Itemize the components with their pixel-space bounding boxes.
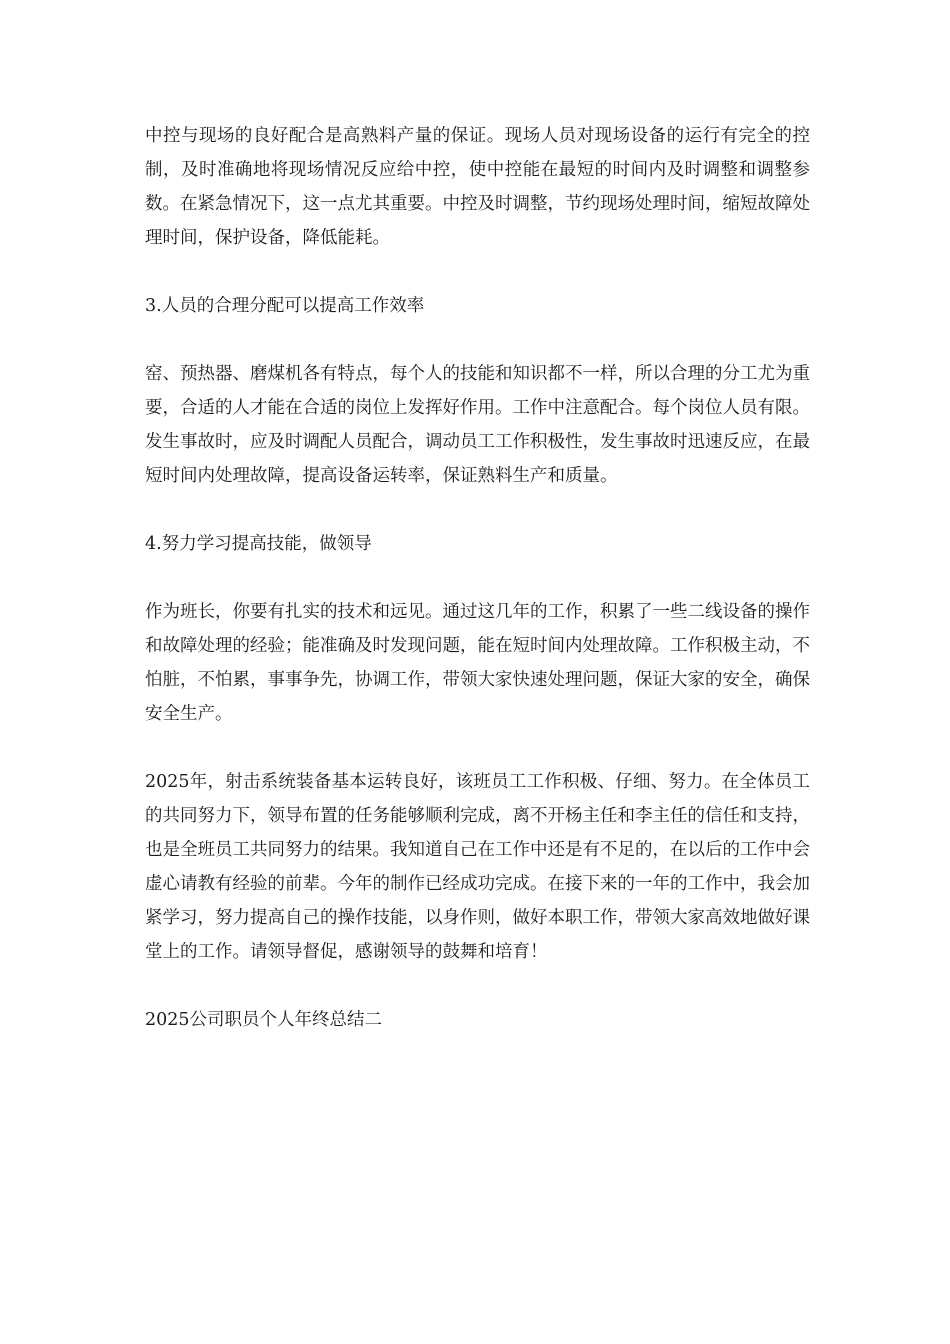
paragraph-staff-allocation: 窑、预热器、磨煤机各有特点，每个人的技能和知识都不一样，所以合理的分工尤为重要，合适的人才能在合适的岗位上发挥好作用。工作中注意配合。每个岗位人员有限。发生事故时，应及时调配人员配合，调动员工工作积极性，发生事故时迅速反应，在最短时间内处理故障，提高设备运转率，保证熟料生产和质量。 (145, 364, 810, 486)
paragraph-coordination: 中控与现场的良好配合是高熟料产量的保证。现场人员对现场设备的运行有完全的控制，及时准确地将现场情况反应给中控，使中控能在最短的时间内及时调整和调整参数。在紧急情况下，这一点尤其重要。中控及时调整，节约现场处理时间，缩短故障处理时间，保护设备，降低能耗。 (145, 126, 810, 248)
section-heading-4: 4.努力学习提高技能，做领导 (145, 534, 372, 554)
paragraph-team-leader: 作为班长，你要有扎实的技术和远见。通过这几年的工作，积累了一些二线设备的操作和故障处理的经验；能准确及时发现问题，能在短时间内处理故障。工作积极主动，不怕脏，不怕累，事事争先，协调工作，带领大家快速处理问题，保证大家的安全，确保安全生产。 (145, 602, 810, 724)
paragraph-year-summary: 2025年，射击系统装备基本运转良好，该班员工工作积极、仔细、努力。在全体员工的共同努力下，领导布置的任务能够顺利完成，离不开杨主任和李主任的信任和支持，也是全班员工共同努力的结果。我知道自己在工作中还是有不足的，在以后的工作中会虚心请教有经验的前辈。今年的制作已经成功完成。在接下来的一年的工作中，我会加紧学习，努力提高自己的操作技能，以身作则，做好本职工作，带领大家高效地做好课堂上的工作。请领导督促，感谢领导的鼓舞和培育！ (145, 772, 810, 962)
section-heading-3: 3.人员的合理分配可以提高工作效率 (145, 296, 425, 316)
next-document-title: 2025公司职员个人年终总结二 (145, 1010, 383, 1030)
document-body (145, 119, 810, 1071)
